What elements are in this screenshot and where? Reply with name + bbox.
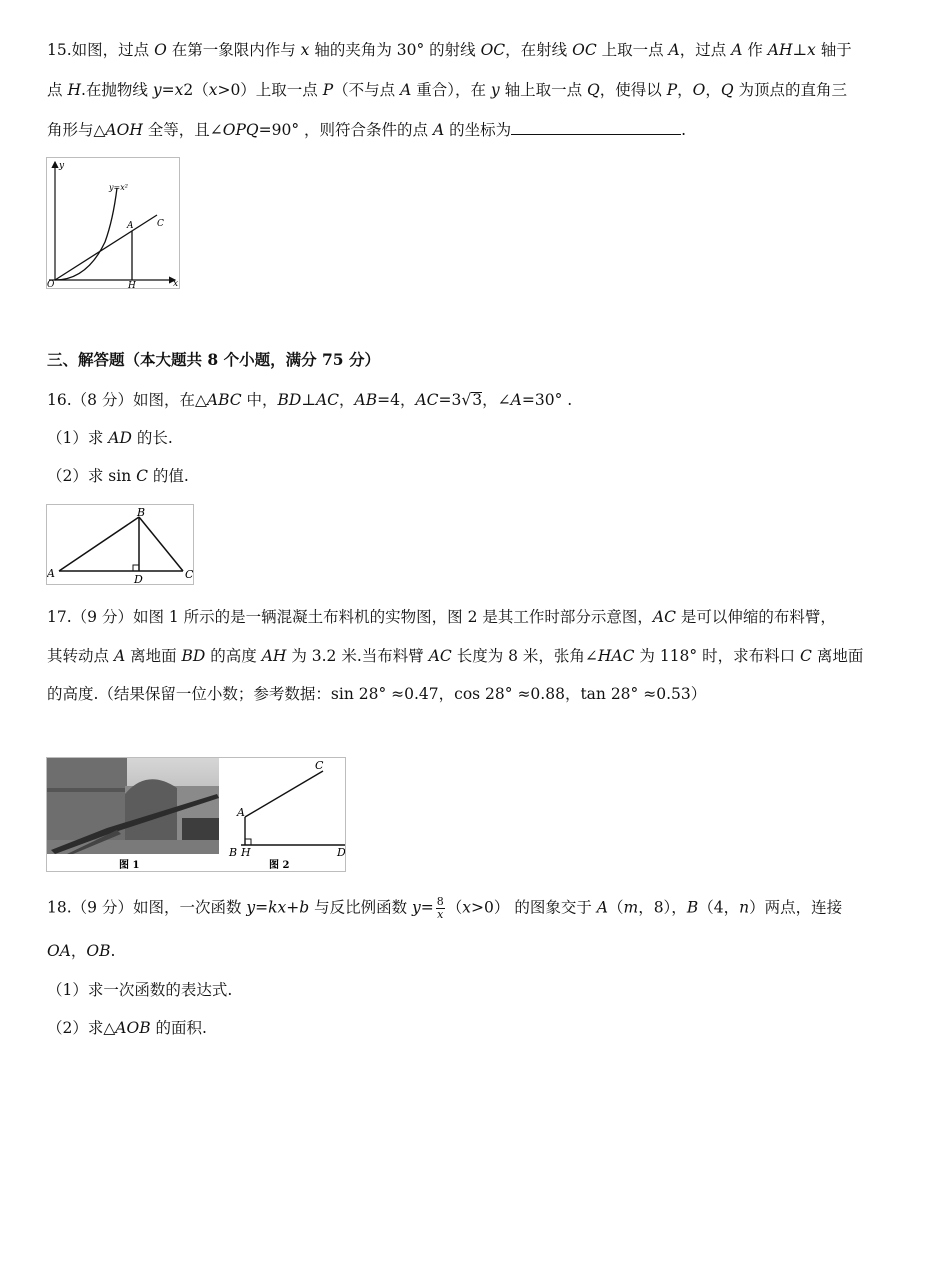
label-a: A [127, 221, 134, 231]
answer-blank[interactable] [511, 120, 681, 135]
side-ab [59, 517, 139, 571]
arm-ac [245, 771, 323, 817]
q15-line-3: 角形与△AOH 全等，且∠OPQ=90° ，则符合条件的点 A 的坐标为 . [47, 121, 687, 139]
q15-line-2: 点 H.在抛物线 y=x2（x>0）上取一点 P（不与点 A 重合），在 y 轴上取一点 Q，使得以 P，O，Q 为顶点的直角三 [47, 81, 848, 99]
right-angle-mark [245, 839, 251, 845]
label-a: A [47, 567, 55, 580]
label-d: D [134, 573, 143, 584]
spreader-diagram [228, 759, 345, 859]
q16-sub-1: （1）求 AD 的长. [47, 429, 173, 447]
label-o: O [47, 280, 55, 288]
q17-line-2: 其转动点 A 离地面 BD 的高度 AH 为 3.2 米.当布料臂 AC 长度为 8 米，张角∠HAC 为 118° 时，求布料口 C 离地面 [47, 647, 864, 665]
label-h: H [128, 281, 136, 288]
label-parabola: y=x² [109, 183, 128, 192]
q16-sub-2: （2）求 sin C 的值. [47, 467, 189, 485]
q18-line-1: 18.（9 分）如图，一次函数 y=kx+b 与反比例函数 y= $\frac{8}{x}$ （x>0） 的图象交于 A（m，8），B（4，n）两点，连接 [47, 895, 843, 921]
q15-figure [46, 157, 180, 289]
q17-line-3: 的高度.（结果保留一位小数；参考数据：sin 28° ≈0.47，cos 28° ≈0.88，tan 28° ≈0.53） [47, 685, 707, 703]
q18-sub-2: （2）求△AOB 的面积. [47, 1019, 207, 1037]
q17-figures [47, 758, 345, 871]
q16-figure [46, 504, 194, 585]
label-d: D [337, 846, 345, 859]
right-angle-mark [133, 565, 139, 571]
label-x: x [173, 279, 179, 288]
q17-figure [46, 757, 346, 872]
side-bc [139, 517, 183, 571]
label-b: B [137, 506, 146, 519]
concrete-spreader-photo [47, 758, 219, 854]
q18-line-2: OA，OB. [47, 942, 116, 960]
label-b: B [229, 846, 238, 859]
fraction-8-over-x: $\frac{8}{x}$ [436, 895, 444, 921]
section-heading: 三、解答题（本大题共 8 个小题，满分 75 分） [47, 350, 380, 369]
q15-graph [47, 158, 179, 288]
parabola-curve [55, 188, 117, 280]
q16-triangle [47, 505, 193, 584]
label-c: C [315, 759, 324, 772]
q16-line-1: 16.（8 分）如图，在△ABC 中，BD⊥AC，AB=4，AC=3√3，∠A=30° . [47, 391, 573, 409]
q17-line-1: 17.（9 分）如图 1 所示的是一辆混凝土布料机的实物图，图 2 是其工作时部分示意图，AC 是可以伸缩的布料臂， [47, 608, 836, 626]
label-c: C [157, 219, 164, 229]
label-c: C [185, 568, 193, 581]
label-y: y [59, 161, 65, 171]
fig1-caption: 图 1 [119, 860, 140, 871]
label-a: A [237, 806, 245, 819]
q15-line-1: 15.如图，过点 O 在第一象限内作与 x 轴的夹角为 30° 的射线 OC，在射线 OC 上取一点 A，过点 A 作 AH⊥x 轴于 [47, 41, 852, 59]
fig2-caption: 图 2 [269, 860, 290, 871]
q18-sub-1: （1）求一次函数的表达式. [47, 981, 233, 999]
label-h: H [241, 846, 251, 859]
ray-oc [55, 215, 157, 280]
